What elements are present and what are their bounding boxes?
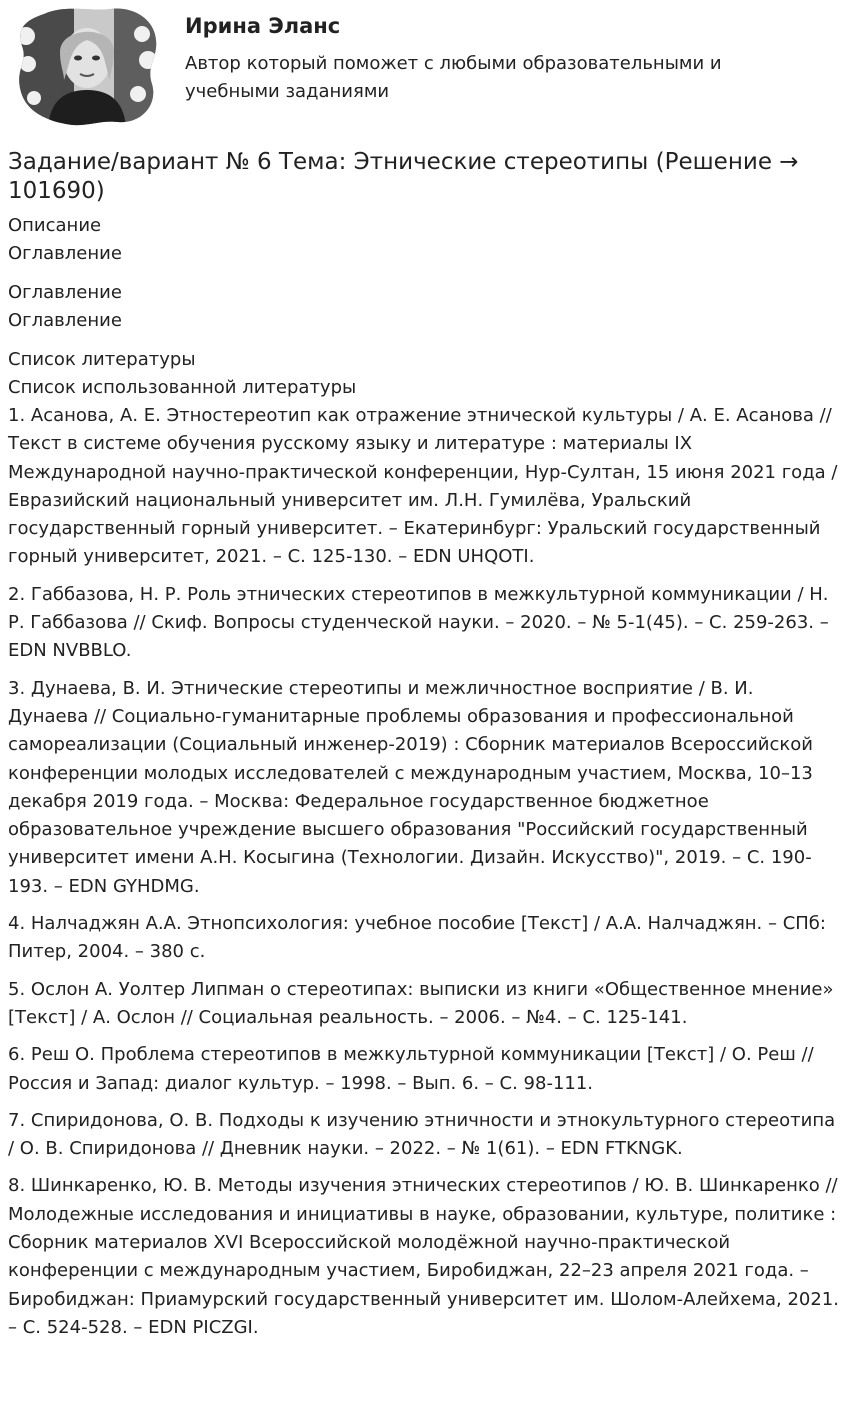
reference-item: 4. Налчаджян А.А. Этнопсихология: учебное пособие [Текст] / А.А. Налчаджян. – СПб: Питер, 2004. – 380 с. [8,913,826,963]
task-title: Задание/вариант № 6 Тема: Этнические стереотипы (Решение → 101690) [8,149,799,204]
toc-text: Оглавление [8,310,122,331]
author-description: Автор который поможет с любыми образовательными и учебными заданиями [185,53,722,102]
literature-heading: Список литературы [8,349,196,370]
toc-heading: Оглавление [8,282,122,303]
used-literature-heading: Список использованной литературы [8,377,357,398]
toc-label: Оглавление [8,243,122,264]
reference-item: 7. Спиридонова, О. В. Подходы к изучению этничности и этнокультурного стереотипа / О. В. Спиридонова // Дневник науки. – 2022. – № 1(61). – EDN FTKNGK. [8,1109,836,1160]
reference-item: 5. Ослон А. Уолтер Липман о стереотипах: выписки из книги «Общественное мнение» [Текст] / А. Ослон // Социальная реальность. – 2006. – №4. – С. 125-141. [8,978,834,1028]
reference-item: 2. Габбазова, Н. Р. Роль этнических стереотипов в межкультурной коммуникации / Н. Р. Габбазова // Скиф. Вопросы студенческой науки. – 2020. – № 5-1(45). – С. 259-263. – EDN NVBBLO. [8,583,829,662]
reference-item: 8. Шинкаренко, Ю. В. Методы изучения этнических стереотипов / Ю. В. Шинкаренко // Молодежные исследования и инициативы в науке, образовании, культуре, политике : Сборник материалов XVI Всероссийской молодёжной научно-практической конференции с международным участием, Биробиджан, 22–23 апреля 2021 года. – Биробиджан: Приамурский государственный университет им. Шолом-Алейхема, 2021. – С. 524-528. – EDN PICZGI. [8,1175,839,1338]
author-card [8,0,839,140]
description-label: Описание [8,215,102,236]
author-avatar[interactable] [14,6,160,128]
reference-item: 1. Асанова, А. Е. Этностереотип как отражение этнической культуры / А. Е. Асанова // Текст в системе обучения русскому языку и литературе : материалы IX Международной научно-практической конференции, Нур-Султан, 15 июня 2021 года / Евразийский национальный университет им. Л.Н. Гумилёва, Уральский государственный горный университет. – Екатеринбург: Уральский государственный горный университет, 2021. – С. 125-130. – EDN UHQOTI. [8,405,838,568]
reference-list [8,402,839,1342]
reference-item: 3. Дунаева, В. И. Этнические стереотипы и межличностное восприятие / В. И. Дунаева // Социально-гуманитарные проблемы образования и профессиональной самореализации (Социальный инженер-2019) : Сборник материалов Всероссийской конференции молодых исследователей с международным участием, Москва, 10–13 декабря 2019 года. – Москва: Федеральное государственное бюджетное образовательное учреждение высшего образования "Российский государственный университет имени А.Н. Косыгина (Технологии. Дизайн. Искусство)", 2019. – С. 190-193. – EDN GYHDMG. [8,677,813,897]
reference-item: 6. Реш О. Проблема стереотипов в межкультурной коммуникации [Текст] / О. Реш // Россия и Запад: диалог культур. – 1998. – Вып. 6. – С. 98-111. [8,1044,814,1094]
author-name[interactable]: Ирина Эланс [185,14,341,38]
